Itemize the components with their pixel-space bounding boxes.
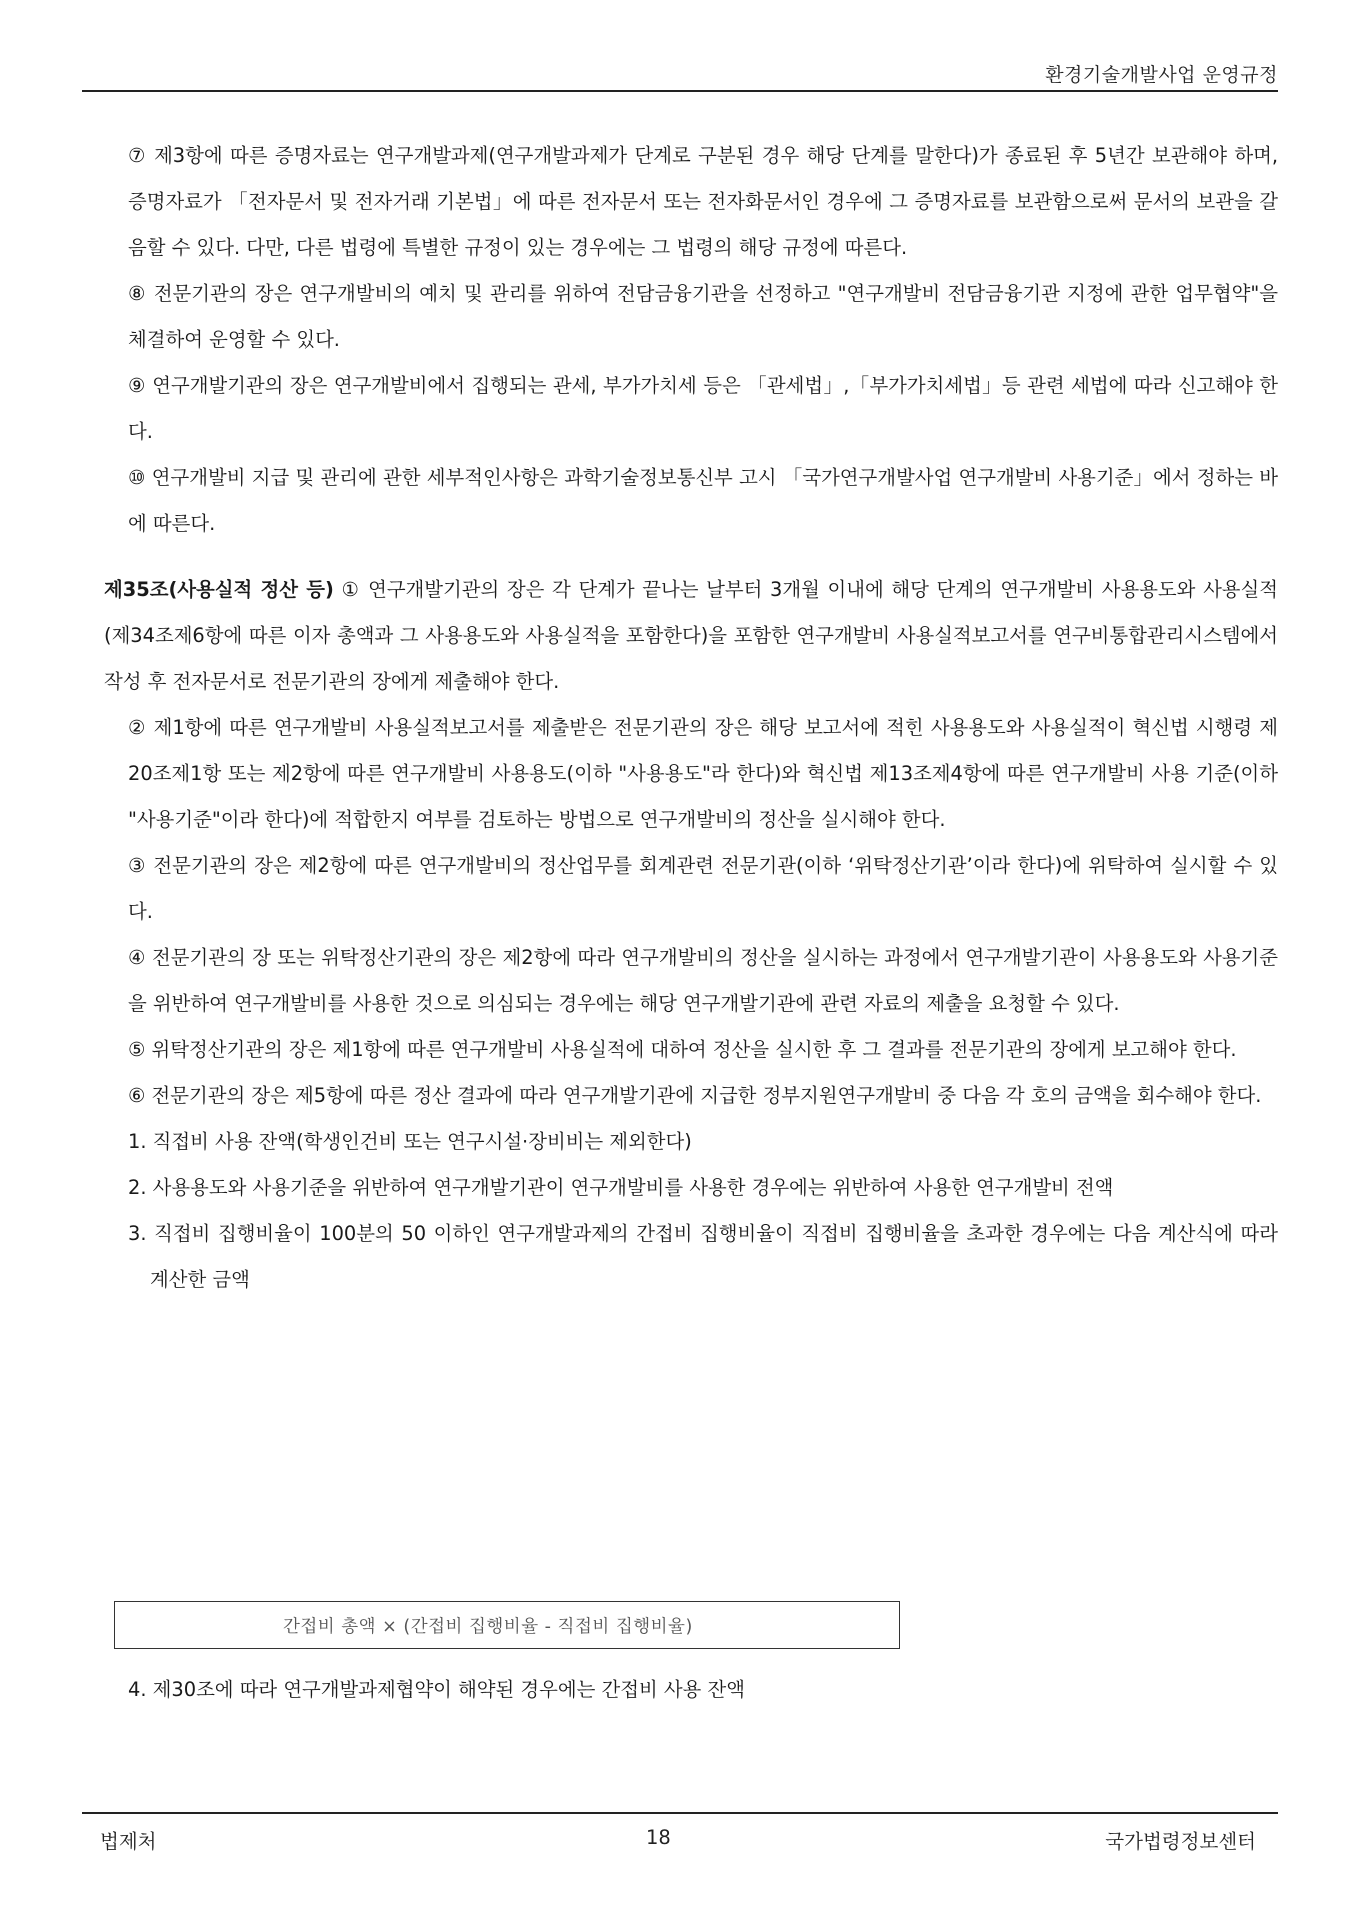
article-35-paragraph-1 [104, 567, 1278, 705]
paragraph-number: ⑤ [128, 1038, 146, 1061]
article-35-paragraph-4 [128, 935, 1278, 1027]
paragraph-text: 전문기관의 장은 연구개발비의 예치 및 관리를 위하여 전담금융기관을 선정하고 "연구개발비 전담금융기관 지정에 관한 업무협약"을 체결하여 운영할 수 있다. [128, 282, 1279, 351]
article-35-paragraph-6 [128, 1073, 1278, 1119]
paragraph-number: ④ [128, 946, 146, 969]
article-35-paragraph-3 [128, 843, 1278, 935]
page-number: 18 [646, 1826, 671, 1849]
paragraph-number: ⑩ [128, 466, 146, 489]
footer-publisher: 법제처 [100, 1830, 157, 1853]
article-35-paragraph-2 [128, 705, 1278, 843]
paragraph-number: ⑦ [128, 144, 147, 167]
header-divider [82, 90, 1278, 92]
list-item-1: 1. 직접비 사용 잔액(학생인건비 또는 연구시설·장비비는 제외한다) [128, 1130, 692, 1153]
paragraph-number: ③ [128, 854, 147, 877]
footer-divider [82, 1812, 1278, 1814]
paragraph-text: 연구개발기관의 장은 각 단계가 끝나는 날부터 3개월 이내에 해당 단계의 연구개발비 사용용도와 사용실적(제34조제6항에 따른 이자 총액과 그 사용용도와 사용실적을 포함한다)을 포함한 연구개발비 사용실적보고서를 연구비통합관리시스템에서 작성 후 전자문서로 전문기관의 장에게 제출해야 한다. [104, 578, 1279, 693]
article-35-paragraph-5 [128, 1027, 1278, 1073]
list-item-4: 4. 제30조에 따라 연구개발과제협약이 해약된 경우에는 간접비 사용 잔액 [128, 1678, 745, 1702]
paragraph-8 [128, 271, 1278, 363]
paragraph-text: 연구개발비 지급 및 관리에 관한 세부적인사항은 과학기술정보통신부 고시 「국가연구개발사업 연구개발비 사용기준」에서 정하는 바에 따른다. [128, 466, 1278, 535]
paragraph-9 [128, 363, 1278, 455]
running-header-title: 환경기술개발사업 운영규정 [1045, 64, 1278, 86]
paragraph-number: ① [341, 578, 361, 601]
list-item-3: 3. 직접비 집행비율이 100분의 50 이하인 연구개발과제의 간접비 집행비율이 직접비 집행비율을 초과한 경우에는 다음 계산식에 따라 계산한 금액 [128, 1222, 1278, 1291]
article-35-title: 제35조(사용실적 정산 등) [104, 578, 334, 601]
paragraph-text: 전문기관의 장은 제2항에 따른 연구개발비의 정산업무를 회계관련 전문기관(이하 ‘위탁정산기관’이라 한다)에 위탁하여 실시할 수 있다. [128, 854, 1278, 923]
paragraph-text: 제1항에 따른 연구개발비 사용실적보고서를 제출받은 전문기관의 장은 해당 보고서에 적힌 사용용도와 사용실적이 혁신법 시행령 제20조제1항 또는 제2항에 따른 연구개발비 사용용도(이하 "사용용도"라 한다)와 혁신법 제13조제4항에 따른 연구개발비 사용 기준(이하 "사용기준"이라 한다)에 적합한지 여부를 검토하는 방법으로 연구개발비의 정산을 실시해야 한다. [128, 716, 1278, 831]
paragraph-7 [128, 133, 1278, 271]
paragraph-text: 전문기관의 장은 제5항에 따른 정산 결과에 따라 연구개발기관에 지급한 정부지원연구개발비 중 다음 각 호의 금액을 회수해야 한다. [145, 1084, 1262, 1107]
footer-source: 국가법령정보센터 [1105, 1830, 1256, 1853]
paragraph-10 [128, 455, 1278, 547]
paragraph-text: 위탁정산기관의 장은 제1항에 따른 연구개발비 사용실적에 대하여 정산을 실시한 후 그 결과를 전문기관의 장에게 보고해야 한다. [145, 1038, 1237, 1061]
article-spacer [128, 547, 1278, 567]
paragraph-number: ⑧ [128, 282, 147, 305]
paragraph-number: ⑨ [128, 374, 146, 397]
list-item-2: 2. 사용용도와 사용기준을 위반하여 연구개발기관이 연구개발비를 사용한 경우에는 위반하여 사용한 연구개발비 전액 [128, 1176, 1114, 1199]
paragraph-text: 전문기관의 장 또는 위탁정산기관의 장은 제2항에 따라 연구개발비의 정산을 실시하는 과정에서 연구개발기관이 사용용도와 사용기준을 위반하여 연구개발비를 사용한 것으로 의심되는 경우에는 해당 연구개발기관에 관련 자료의 제출을 요청할 수 있다. [128, 946, 1278, 1015]
paragraph-text: 연구개발기관의 장은 연구개발비에서 집행되는 관세, 부가가치세 등은 「관세법」,「부가가치세법」등 관련 세법에 따라 신고해야 한다. [128, 374, 1278, 443]
paragraph-number: ② [128, 716, 147, 739]
formula-text: 간접비 총액 × (간접비 집행비율 - 직접비 집행비율) [283, 1616, 693, 1637]
document-body [104, 133, 1279, 1303]
paragraph-number: ⑥ [128, 1084, 146, 1107]
paragraph-text: 제3항에 따른 증명자료는 연구개발과제(연구개발과제가 단계로 구분된 경우 해당 단계를 말한다)가 종료된 후 5년간 보관해야 하며, 증명자료가 「전자문서 및 전자거래 기본법」에 따른 전자문서 또는 전자화문서인 경우에 그 증명자료를 보관함으로써 문서의 보관을 갈음할 수 있다. 다만, 다른 법령에 특별한 규정이 있는 경우에는 그 법령의 해당 규정에 따른다. [128, 144, 1279, 259]
formula-box [114, 1601, 900, 1649]
